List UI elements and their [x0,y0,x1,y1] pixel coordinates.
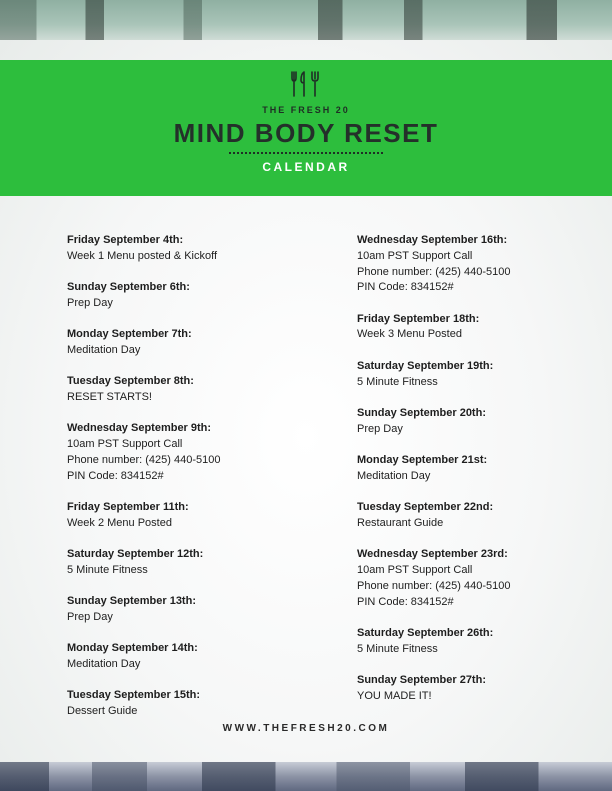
event-date: Monday September 7th: [67,328,192,341]
utensils-icon [290,70,322,98]
calendar-column-right [357,233,597,720]
event-detail: 5 Minute Fitness [67,563,148,576]
event-detail: Prep Day [67,296,113,309]
event-date: Saturday September 26th: [357,626,494,639]
event-date: Sunday September 13th: [67,595,196,608]
event-detail: RESET STARTS! [67,391,152,404]
calendar-event [357,626,597,658]
calendar-event [67,688,307,720]
event-date: Wednesday September 9th: [67,422,212,435]
event-detail: YOU MADE IT! [357,689,432,702]
calendar-event [357,406,597,438]
event-detail: PIN Code: 834152# [357,281,454,294]
calendar-event [357,359,597,391]
event-date: Wednesday September 16th: [357,234,508,246]
event-date: Monday September 14th: [67,642,198,655]
event-date: Tuesday September 22nd: [357,501,494,514]
calendar-event [67,374,307,406]
event-date: Tuesday September 8th: [67,375,194,388]
event-date: Sunday September 6th: [67,281,190,294]
event-date: Tuesday September 15th: [67,689,201,702]
calendar-event [357,233,597,296]
event-detail: Meditation Day [67,658,141,671]
calendar-column-left [67,233,307,736]
calendar-event [67,280,307,312]
calendar-event [67,641,307,673]
event-detail: PIN Code: 834152# [67,469,164,482]
page-title: MIND BODY RESET [173,118,439,148]
event-detail: 10am PST Support Call [357,563,473,576]
event-date: Saturday September 12th: [67,548,204,561]
event-detail: Phone number: (425) 440-5100 [67,453,221,466]
calendar-event [67,327,307,359]
event-date: Friday September 11th: [67,501,189,514]
event-detail: Prep Day [67,611,113,624]
calendar-event [357,312,597,344]
event-detail: 10am PST Support Call [67,438,183,451]
calendar-event [357,500,597,532]
event-detail: Week 2 Menu Posted [67,516,172,529]
brand-name: THE FRESH 20 [262,105,350,115]
event-date: Wednesday September 23rd: [357,548,508,561]
calendar-event [67,421,307,484]
dotted-divider [229,152,383,154]
event-detail: PIN Code: 834152# [357,595,454,608]
calendar-event [67,547,307,579]
event-detail: Prep Day [357,422,403,435]
calendar-event [357,547,597,610]
event-date: Sunday September 27th: [357,673,486,686]
header-banner [0,60,612,196]
event-date: Friday September 4th: [67,234,184,246]
event-detail: Week 3 Menu Posted [357,328,462,341]
event-detail: Phone number: (425) 440-5100 [357,579,511,592]
calendar-event [357,453,597,485]
event-detail: Meditation Day [357,469,431,482]
event-detail: 5 Minute Fitness [357,375,438,388]
page-subtitle: CALENDAR [262,160,350,174]
forest-photo-bottom [0,762,612,791]
event-date: Friday September 18th: [357,312,480,325]
event-detail: Restaurant Guide [357,516,444,529]
event-date: Saturday September 19th: [357,359,494,372]
calendar-event [67,500,307,532]
forest-photo-top [0,0,612,40]
calendar-event [357,673,597,705]
calendar-event [67,233,307,265]
event-detail: Phone number: (425) 440-5100 [357,265,511,278]
event-detail: Dessert Guide [67,705,138,718]
calendar-event [67,594,307,626]
event-detail: 5 Minute Fitness [357,642,438,655]
event-detail: Week 1 Menu posted & Kickoff [67,249,218,262]
event-detail: Meditation Day [67,343,141,356]
event-detail: 10am PST Support Call [357,249,473,262]
event-date: Monday September 21st: [357,453,488,466]
event-date: Sunday September 20th: [357,406,486,419]
website-url: WWW.THEFRESH20.COM [222,723,390,734]
